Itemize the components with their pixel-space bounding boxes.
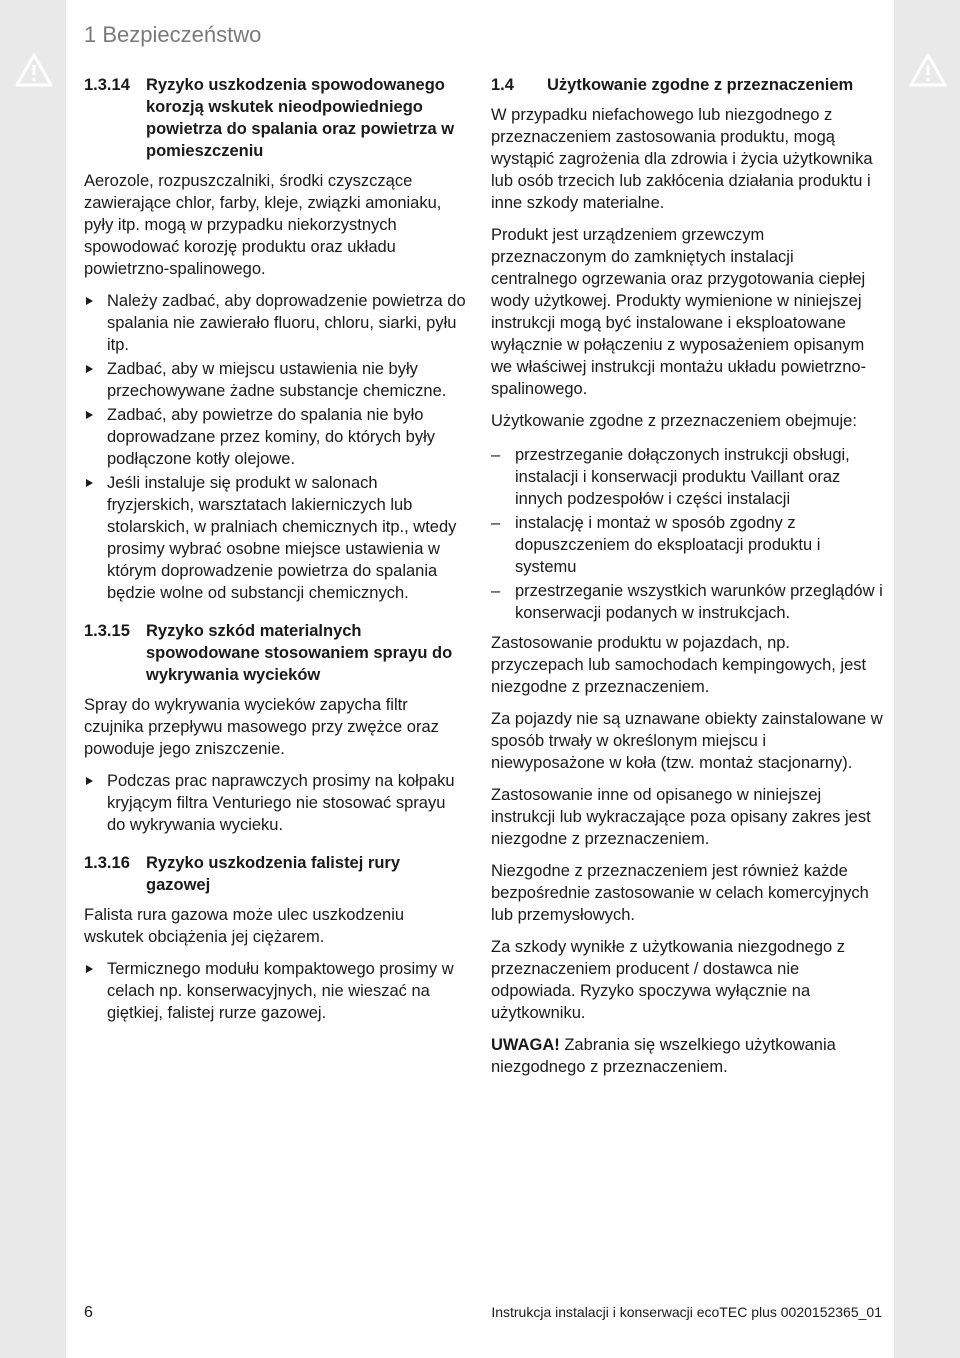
section-heading-1-3-15 — [84, 620, 466, 686]
list-item — [491, 444, 883, 510]
list-item — [491, 512, 883, 578]
paragraph: Zastosowanie produktu w pojazdach, np. przyczepach lub samochodach kempingowych, jest niezgodne z przeznaczeniem. — [491, 634, 867, 696]
right-margin-band — [894, 0, 960, 1358]
bullet-arrow-icon — [86, 777, 93, 785]
left-column — [84, 74, 466, 1032]
paragraph: Spray do wykrywania wycieków zapycha filtr czujnika przepływu masowego przy zwężce oraz powoduje jego zniszczenie. — [84, 696, 439, 758]
dash-marker: – — [491, 446, 501, 464]
list-item — [84, 290, 466, 356]
section-heading-1-3-14 — [84, 74, 466, 162]
dash-marker: – — [491, 582, 501, 600]
paragraph: Zastosowanie inne od opisanego w niniejszej instrukcji lub wykraczające poza opisany zakres jest niezgodne z przeznaczeniem. — [491, 786, 871, 848]
section-number: 1.4 — [491, 76, 514, 94]
list-item — [84, 404, 466, 470]
dash-list — [491, 444, 883, 624]
list-item-text: Jeśli instaluje się produkt w salonach fryzjerskich, warsztatach lakierniczych lub stolarskich, w pralniach chemicznych itp., wtedy prosimy wybrać osobne miejsce ustawienia w którym doprowadzenie powietrza do spalania będzie wolne od substancji chemicznych. — [107, 474, 457, 602]
warning-paragraph — [491, 1034, 883, 1078]
warning-text: Zabrania się wszelkiego użytkowania niezgodnego z przeznaczeniem. — [491, 1036, 836, 1076]
list-item — [491, 580, 883, 624]
section-heading-1-4 — [491, 74, 883, 96]
paragraph: Produkt jest urządzeniem grzewczym przeznaczonym do zamkniętych instalacji centralnego ogrzewania oraz przygotowania ciepłej wody użytkowej. Produkty wymienione w niniejszej instrukcji mogą być instalowane i eksploatowane wyłącznie w połączeniu z wyposażeniem opisanym we właściwej instrukcji montażu układu powietrzno-spalinowego. — [491, 226, 867, 398]
paragraph: Za pojazdy nie są uznawane obiekty zainstalowane w sposób trwały w określonym miejscu i niewyposażone w koła (tzw. montaż stacjonarny). — [491, 710, 883, 772]
bullet-list — [84, 290, 466, 604]
section-title: Użytkowanie zgodne z przeznaczeniem — [547, 76, 854, 94]
list-item-text: Termicznego modułu kompaktowego prosimy w celach np. konserwacyjnych, nie wieszać na giętkiej, falistej rurze gazowej. — [107, 960, 454, 1022]
right-column — [491, 74, 883, 1088]
list-item — [84, 358, 466, 402]
list-item-text: Podczas prac naprawczych prosimy na kołpaku kryjącym filtra Venturiego nie stosować sprayu do wykrywania wycieku. — [107, 772, 455, 834]
paragraph: Użytkowanie zgodne z przeznaczeniem obejmuje: — [491, 412, 857, 430]
left-margin-band — [0, 0, 66, 1358]
list-item — [84, 770, 466, 836]
list-item-text: przestrzeganie dołączonych instrukcji obsługi, instalacji i konserwacji produktu Vaillant oraz innych podzespołów i części instalacji — [515, 446, 850, 508]
warning-triangle-icon — [908, 52, 948, 88]
warning-label: UWAGA! — [491, 1036, 560, 1054]
bullet-list — [84, 958, 466, 1024]
section-heading-1-3-16 — [84, 852, 466, 896]
section-header: 1 Bezpieczeństwo — [84, 22, 262, 47]
bullet-arrow-icon — [86, 479, 93, 487]
paragraph: Falista rura gazowa może ulec uszkodzeniu wskutek obciążenia jej ciężarem. — [84, 906, 405, 946]
bullet-arrow-icon — [86, 365, 93, 373]
document-title-footer: Instrukcja instalacji i konserwacji ecoTEC plus 0020152365_01 — [491, 1304, 882, 1320]
section-title: Ryzyko szkód materialnych spowodowane stosowaniem sprayu do wykrywania wycieków — [146, 622, 453, 684]
list-item-text: Zadbać, aby w miejscu ustawienia nie były przechowywane żadne substancje chemiczne. — [107, 360, 447, 400]
section-number: 1.3.16 — [84, 854, 130, 872]
warning-triangle-icon — [14, 52, 54, 88]
list-item — [84, 958, 466, 1024]
list-item — [84, 472, 466, 604]
dash-marker: – — [491, 514, 501, 532]
bullet-arrow-icon — [86, 297, 93, 305]
paragraph: Niezgodne z przeznaczeniem jest również każde bezpośrednie zastosowanie w celach komercyjnych lub przemysłowych. — [491, 862, 869, 924]
section-number: 1.3.14 — [84, 76, 130, 94]
page-number: 6 — [84, 1304, 93, 1321]
section-number: 1.3.15 — [84, 622, 130, 640]
section-title: Ryzyko uszkodzenia spowodowanego korozją wskutek nieodpowiedniego powietrza do spalania oraz powietrza w pomieszczeniu — [146, 76, 455, 160]
bullet-arrow-icon — [86, 965, 93, 973]
list-item-text: instalację i montaż w sposób zgodny z dopuszczeniem do eksploatacji produktu i systemu — [515, 514, 821, 576]
paragraph: W przypadku niefachowego lub niezgodnego z przeznaczeniem zastosowania produktu, mogą wystąpić zagrożenia dla zdrowia i życia użytkownika lub osób trzecich lub zakłócenia działania produktu i inne szkody materialne. — [491, 106, 873, 212]
list-item-text: przestrzeganie wszystkich warunków przeglądów i konserwacji podanych w instrukcjach. — [515, 582, 883, 622]
list-item-text: Należy zadbać, aby doprowadzenie powietrza do spalania nie zawierało fluoru, chloru, siarki, pyłu itp. — [107, 292, 466, 354]
bullet-arrow-icon — [86, 411, 93, 419]
bullet-list — [84, 770, 466, 836]
paragraph: Aerozole, rozpuszczalniki, środki czyszczące zawierające chlor, farby, kleje, związki amoniaku, pyły itp. mogą w przypadku niekorzystnych spowodować korozję produktu oraz układu powietrzno-spalinowego. — [84, 172, 442, 278]
list-item-text: Zadbać, aby powietrze do spalania nie było doprowadzane przez kominy, do których były podłączone kotły olejowe. — [107, 406, 436, 468]
paragraph: Za szkody wynikłe z użytkowania niezgodnego z przeznaczeniem producent / dostawca nie odpowiada. Ryzyko spoczywa wyłącznie na użytkowniku. — [491, 938, 846, 1022]
section-title: Ryzyko uszkodzenia falistej rury gazowej — [146, 854, 401, 894]
